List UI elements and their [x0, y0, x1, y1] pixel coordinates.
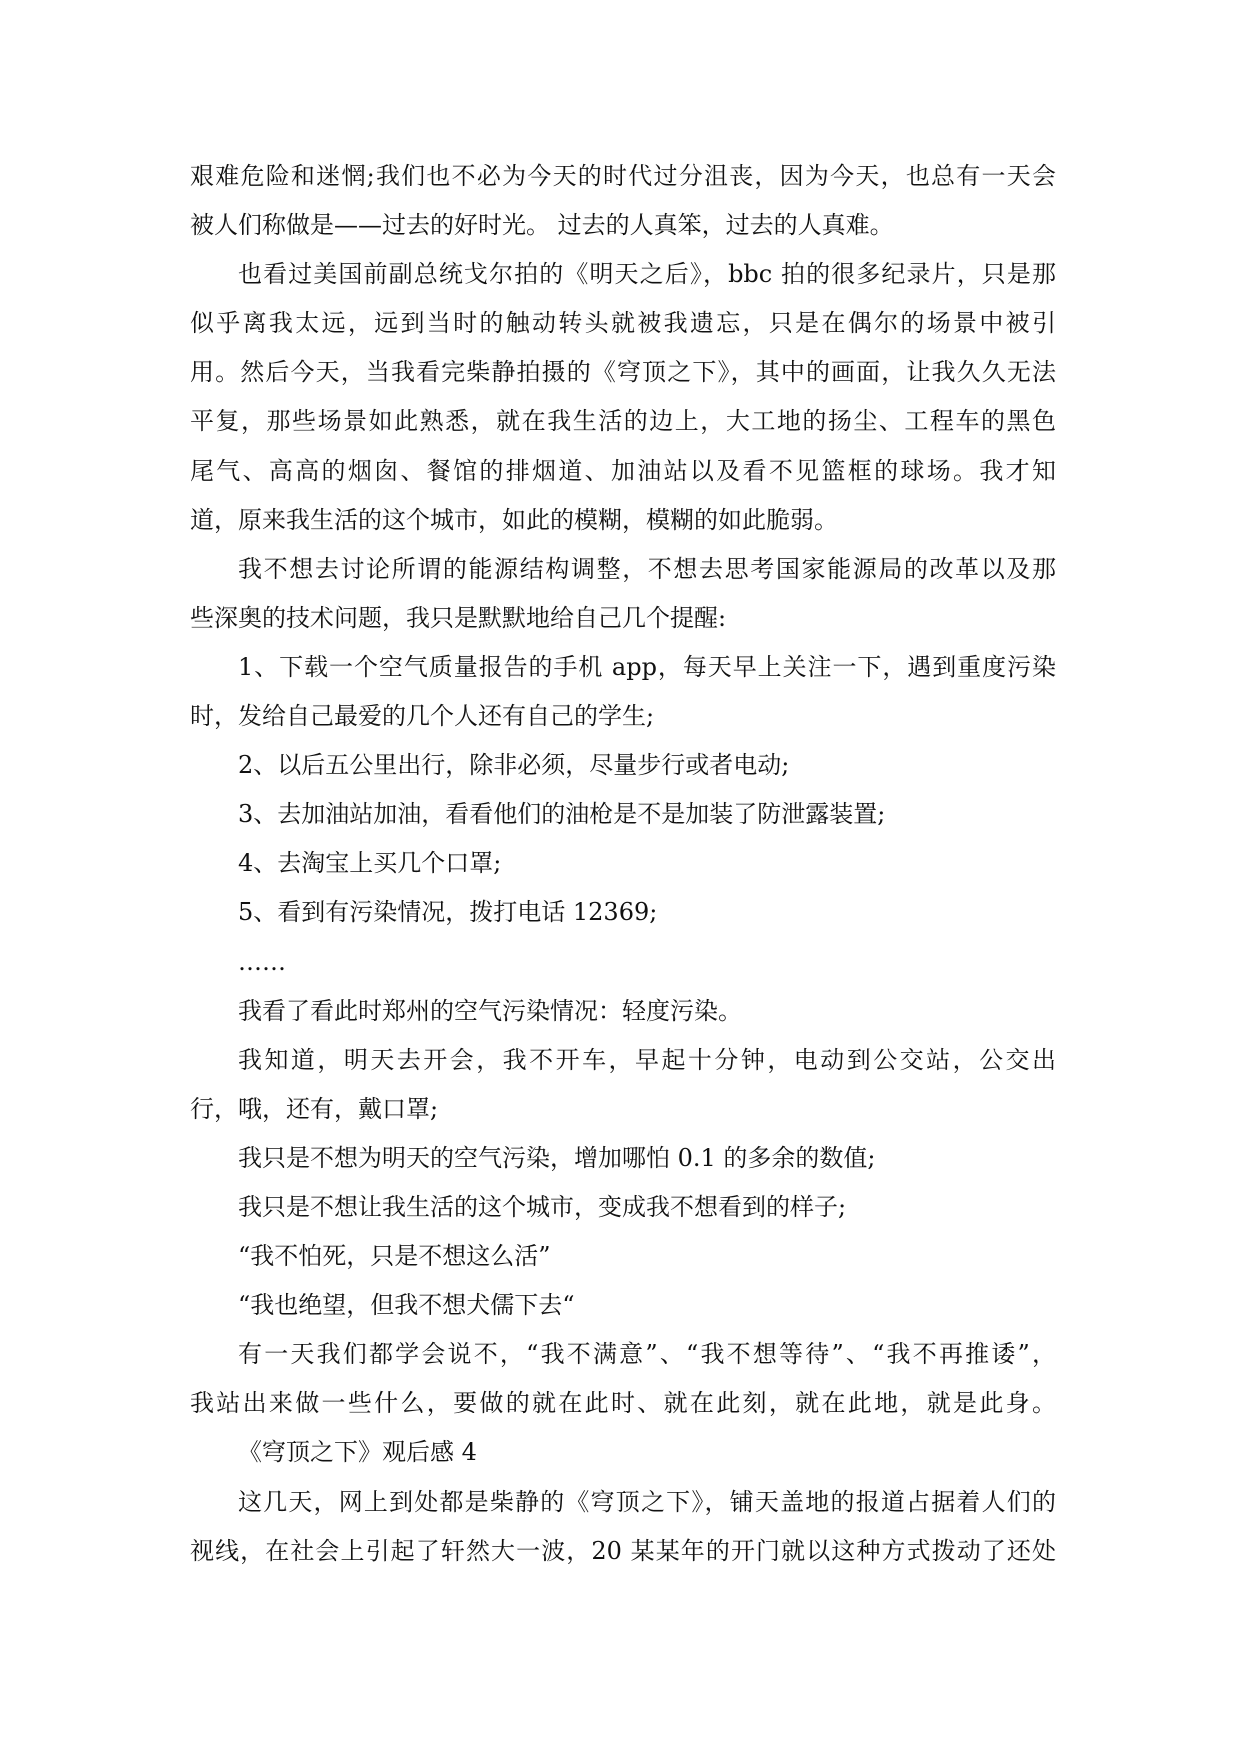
text-line: 被人们称做是——过去的好时光。 过去的人真笨，过去的人真难。: [190, 211, 894, 240]
text-line: 我知道，明天去开会，我不开车，早起十分钟，电动到公交站，公交出: [238, 1045, 1056, 1074]
text-line: 道，原来我生活的这个城市，如此的模糊，模糊的如此脆弱。: [190, 505, 838, 534]
text-line: 视线，在社会上引起了轩然大一波，20 某某年的开门就以这种方式拨动了还处: [190, 1536, 1056, 1565]
text-line: 行，哦，还有，戴口罩;: [190, 1094, 439, 1123]
text-line: 用。然后今天，当我看完柴静拍摄的《穹顶之下》，其中的画面，让我久久无法: [190, 358, 1056, 387]
text-line: 有一天我们都学会说不，“我不满意”、“我不想等待”、“我不再推诿”，: [238, 1340, 1056, 1369]
document-body: [190, 152, 1056, 1576]
text-line: 1、下载一个空气质量报告的手机 app，每天早上关注一下，遇到重度污染: [238, 652, 1056, 681]
text-line: 这几天，网上到处都是柴静的《穹顶之下》，铺天盖地的报道占据着人们的: [238, 1487, 1056, 1516]
text-line: 似乎离我太远，远到当时的触动转头就被我遗忘，只是在偶尔的场景中被引: [190, 309, 1056, 338]
text-line: 5、看到有污染情况，拨打电话 12369;: [238, 898, 658, 927]
text-line: “我也绝望，但我不想犬儒下去“: [238, 1291, 575, 1320]
text-line: 艰难危险和迷惘;我们也不必为今天的时代过分沮丧，因为今天，也总有一天会: [190, 162, 1056, 190]
text-line: 我只是不想让我生活的这个城市，变成我不想看到的样子;: [238, 1192, 847, 1221]
text-line: 时，发给自己最爱的几个人还有自己的学生;: [190, 702, 655, 731]
text-line: 尾气、高高的烟囱、餐馆的排烟道、加油站以及看不见篮框的球场。我才知: [190, 456, 1056, 485]
text-line: 我站出来做一些什么，要做的就在此时、就在此刻，就在此地，就是此身。: [190, 1389, 1056, 1418]
text-line: 平复，那些场景如此熟悉，就在我生活的边上，大工地的扬尘、工程车的黑色: [190, 407, 1056, 436]
text-line: 也看过美国前副总统戈尔拍的《明天之后》，bbc 拍的很多纪录片，只是那: [238, 260, 1056, 289]
text-line: 我只是不想为明天的空气污染，增加哪怕 0.1 的多余的数值;: [238, 1143, 876, 1172]
text-line: 我看了看此时郑州的空气污染情况：轻度污染。: [238, 996, 742, 1025]
text-line: 2、以后五公里出行，除非必须，尽量步行或者电动;: [238, 751, 790, 780]
text-line: 《穹顶之下》观后感 4: [238, 1438, 477, 1467]
text-line: 4、去淘宝上买几个口罩;: [238, 849, 502, 878]
text-line: 些深奥的技术问题，我只是默默地给自己几个提醒:: [190, 603, 727, 632]
text-line: 3、去加油站加油，看看他们的油枪是不是加装了防泄露装置;: [238, 800, 886, 829]
text-line: “我不怕死，只是不想这么活”: [238, 1242, 551, 1271]
text-line: 我不想去讨论所谓的能源结构调整，不想去思考国家能源局的改革以及那: [238, 554, 1056, 583]
text-line: ……: [238, 947, 286, 976]
